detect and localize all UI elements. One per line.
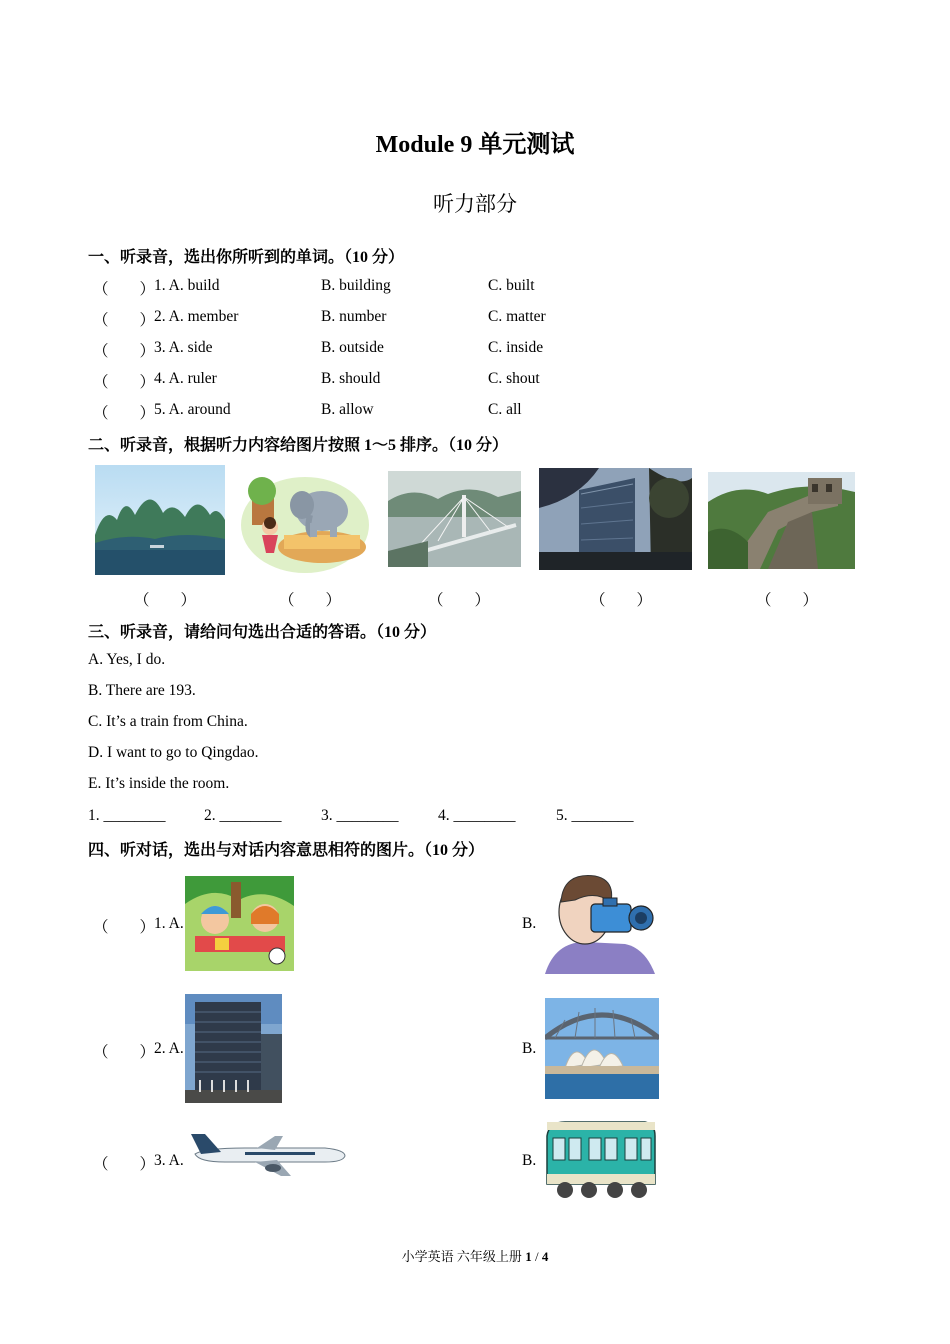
elephant-cartoon-picture bbox=[240, 465, 370, 575]
answer-option-c: C. It’s a train from China. bbox=[88, 713, 248, 730]
answer-bracket[interactable]: （ ） bbox=[93, 343, 156, 360]
answer-bracket[interactable]: （ ） bbox=[428, 592, 491, 609]
answer-bracket[interactable]: （ ） bbox=[93, 374, 156, 391]
answer-bracket[interactable]: （ ） bbox=[93, 405, 156, 422]
un-building-photo bbox=[539, 468, 692, 570]
option-c: C. all bbox=[488, 401, 522, 418]
item-label-a: 2. A. bbox=[154, 1040, 184, 1057]
train-picture bbox=[545, 1118, 657, 1203]
answer-bracket[interactable]: （ ） bbox=[134, 592, 197, 609]
item-label-a: 3. A. bbox=[154, 1152, 184, 1169]
page-number: 1 bbox=[525, 1249, 532, 1264]
airplane-picture bbox=[185, 1130, 346, 1178]
answer-option-d: D. I want to go to Qingdao. bbox=[88, 744, 259, 761]
answer-bracket[interactable]: （ ） bbox=[590, 592, 653, 609]
answer-bracket[interactable]: （ ） bbox=[93, 1156, 156, 1173]
answer-blank-4[interactable]: 4. ________ bbox=[438, 807, 516, 824]
answer-blank-5[interactable]: 5. ________ bbox=[556, 807, 634, 824]
picnic-children-picture bbox=[185, 876, 294, 971]
option-a: 5. A. around bbox=[154, 401, 231, 418]
answer-option-b: B. There are 193. bbox=[88, 682, 196, 699]
page-title: Module 9 单元测试 bbox=[375, 132, 575, 158]
section1-heading: 一、听录音，选出你所听到的单词。（10 分） bbox=[88, 249, 405, 266]
answer-bracket[interactable]: （ ） bbox=[93, 312, 156, 329]
bridge-photo bbox=[388, 471, 521, 567]
answer-bracket[interactable]: （ ） bbox=[279, 592, 342, 609]
option-b: B. number bbox=[321, 308, 387, 325]
answer-bracket[interactable]: （ ） bbox=[93, 281, 156, 298]
item-label-b: B. bbox=[522, 1152, 537, 1169]
un-building-photo bbox=[185, 994, 282, 1103]
option-b: B. should bbox=[321, 370, 381, 387]
option-a: 2. A. member bbox=[154, 308, 239, 325]
page-total: 4 bbox=[541, 1249, 549, 1264]
answer-option-e: E. It’s inside the room. bbox=[88, 775, 230, 792]
answer-bracket[interactable]: （ ） bbox=[756, 592, 819, 609]
option-c: C. built bbox=[488, 277, 535, 294]
page-separator: / bbox=[531, 1249, 542, 1264]
river-landscape-photo bbox=[95, 465, 225, 575]
answer-blank-3[interactable]: 3. ________ bbox=[321, 807, 399, 824]
option-b: B. allow bbox=[321, 401, 374, 418]
section2-heading: 二、听录音，根据听力内容给图片按照 1～5 排序。（10 分） bbox=[88, 437, 509, 454]
camera-man-picture bbox=[545, 872, 656, 974]
option-b: B. outside bbox=[321, 339, 384, 356]
sydney-opera-house-photo bbox=[545, 998, 659, 1099]
option-c: C. inside bbox=[488, 339, 544, 356]
item-label-b: B. bbox=[522, 915, 537, 932]
item-label-a: 1. A. bbox=[154, 915, 184, 932]
section3-heading: 三、听录音，请给问句选出合适的答语。（10 分） bbox=[88, 624, 437, 641]
page-subtitle: 听力部分 bbox=[433, 192, 517, 216]
answer-bracket[interactable]: （ ） bbox=[93, 919, 156, 936]
section4-heading: 四、听对话，选出与对话内容意思相符的图片。（10 分） bbox=[88, 842, 485, 859]
answer-blank-2[interactable]: 2. ________ bbox=[204, 807, 282, 824]
item-label-b: B. bbox=[522, 1040, 537, 1057]
option-c: C. matter bbox=[488, 308, 546, 325]
great-wall-photo bbox=[708, 472, 855, 569]
answer-bracket[interactable]: （ ） bbox=[93, 1044, 156, 1061]
answer-option-a: A. Yes, I do. bbox=[88, 651, 166, 668]
option-a: 3. A. side bbox=[154, 339, 213, 356]
option-a: 1. A. build bbox=[154, 277, 220, 294]
footer-text: 小学英语 六年级上册 bbox=[401, 1249, 526, 1264]
option-b: B. building bbox=[321, 277, 391, 294]
page-footer bbox=[0, 1246, 950, 1265]
option-c: C. shout bbox=[488, 370, 540, 387]
answer-blank-1[interactable]: 1. ________ bbox=[88, 807, 166, 824]
option-a: 4. A. ruler bbox=[154, 370, 217, 387]
